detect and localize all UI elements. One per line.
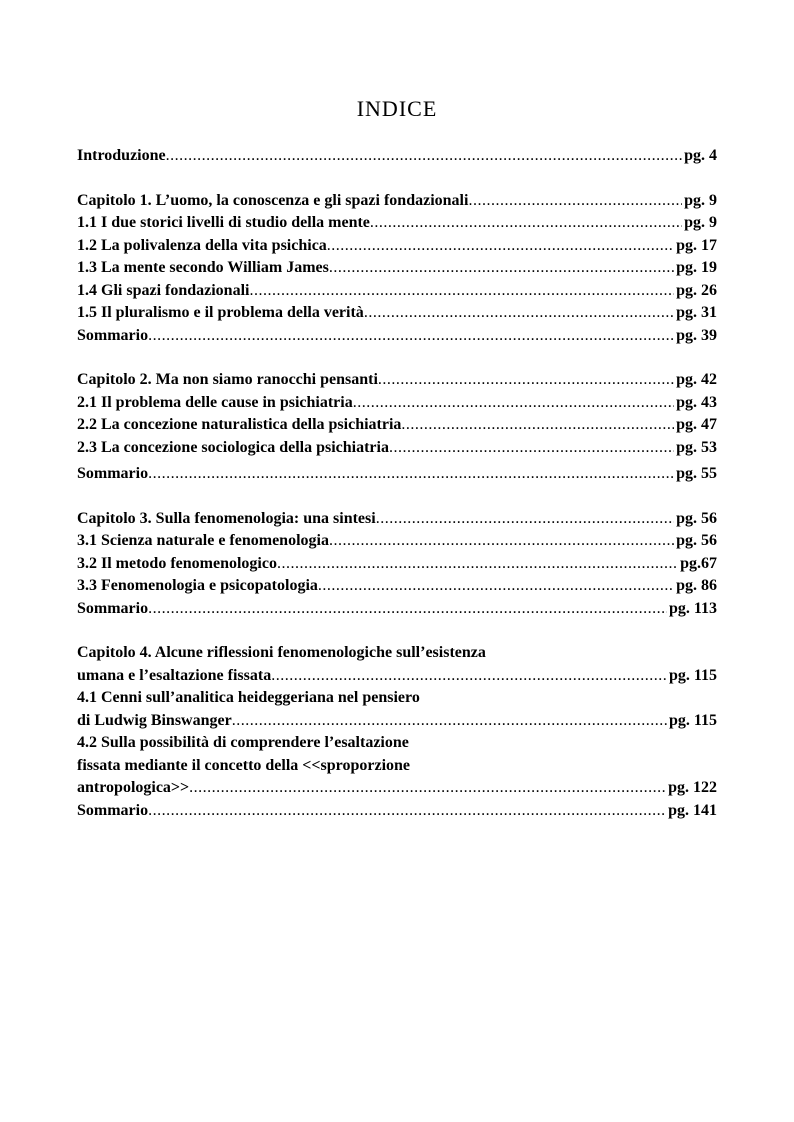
dot-leader — [353, 392, 674, 415]
dot-leader — [329, 530, 674, 553]
toc-entry-summary — [77, 598, 717, 621]
dot-leader — [318, 575, 674, 598]
toc-entry — [77, 212, 717, 235]
toc-entry-page: pg. 47 — [676, 416, 717, 433]
toc-entry — [77, 710, 717, 733]
toc-entry-page: pg. 56 — [676, 532, 717, 549]
toc-entry-label: Sommario — [77, 801, 149, 819]
dot-leader — [166, 145, 682, 168]
toc-entry — [77, 553, 717, 576]
toc-entry — [77, 257, 717, 280]
toc-entry — [77, 302, 717, 325]
toc-entry-page: pg. 55 — [676, 465, 717, 482]
toc-entry-page: pg. 43 — [676, 393, 717, 411]
toc-entry-label: antropologica>> — [77, 779, 190, 796]
toc-entry — [77, 414, 717, 437]
toc-entry-label: di Ludwig Binswanger — [77, 711, 232, 729]
dot-leader — [389, 437, 674, 460]
toc-entry-label: 3.3 Fenomenologia e psicopatologia — [77, 577, 318, 594]
toc-entry-label: Sommario — [77, 465, 149, 482]
toc-entry-page: pg. 9 — [684, 191, 717, 209]
dot-leader — [148, 325, 674, 348]
toc-entry-line: 4.1 Cenni sull’analitica heideggeriana nel pensiero — [77, 689, 420, 706]
toc-entry-summary — [77, 463, 717, 486]
toc-entry-line: 4.2 Sulla possibilità di comprendere l’esaltazione — [77, 734, 409, 751]
toc-entry-label: Capitolo 2. Ma non siamo ranocchi pensanti — [77, 371, 378, 388]
toc-entry-label: Capitolo 3. Sulla fenomenologia: una sintesi — [77, 509, 376, 527]
toc-entry-page: pg. 17 — [676, 236, 717, 254]
dot-leader — [376, 508, 674, 531]
dot-leader — [329, 257, 674, 280]
toc-entry-page: pg. 9 — [684, 214, 717, 231]
toc-entry-page: pg. 4 — [684, 147, 717, 164]
dot-leader — [189, 777, 666, 800]
toc-entry-page: pg. 86 — [676, 577, 717, 594]
toc-entry-label: 2.3 La concezione sociologica della psichiatria — [77, 438, 389, 456]
toc-entry-label: 1.5 Il pluralismo e il problema della verità — [77, 304, 364, 321]
toc-entry-page: pg. 26 — [676, 281, 717, 299]
toc-entry-label: Capitolo 1. L’uomo, la conoscenza e gli spazi fondazionali — [77, 191, 469, 209]
toc-entry-label: Introduzione — [77, 147, 166, 164]
toc-entry — [77, 235, 717, 258]
dot-leader — [271, 665, 667, 688]
toc-entry-page: pg.67 — [680, 554, 717, 572]
page-title: INDICE — [356, 96, 438, 121]
toc-entry-page: pg. 31 — [676, 304, 717, 321]
toc-entry-label: 1.4 Gli spazi fondazionali — [77, 281, 250, 299]
dot-leader — [232, 710, 667, 733]
toc-entry-label: 3.1 Scienza naturale e fenomenologia — [77, 532, 329, 549]
toc-entry-summary — [77, 325, 717, 348]
toc-entry-label: Sommario — [77, 599, 149, 617]
toc-chapter-heading-line: Capitolo 4. Alcune riflessioni fenomenologiche sull’esistenza — [77, 644, 486, 661]
dot-leader — [249, 280, 674, 303]
table-of-contents — [77, 145, 717, 822]
toc-entry-line: fissata mediante il concetto della <<sproporzione — [77, 756, 411, 774]
toc-entry-page: pg. 115 — [668, 711, 717, 729]
toc-entry — [77, 575, 717, 598]
toc-entry-label: 2.1 Il problema delle cause in psichiatria — [77, 393, 353, 411]
toc-entry — [77, 777, 717, 800]
toc-entry-label: umana e l’esaltazione fissata — [77, 666, 272, 684]
dot-leader — [148, 463, 674, 486]
dot-leader — [327, 235, 674, 258]
dot-leader — [148, 598, 667, 621]
toc-entry-page: pg. 39 — [676, 326, 717, 344]
dot-leader — [401, 414, 674, 437]
dot-leader — [370, 212, 682, 235]
toc-entry-page: pg. 53 — [676, 438, 717, 456]
toc-entry-page: pg. 115 — [668, 666, 717, 684]
toc-entry-label: 1.2 La polivalenza della vita psichica — [77, 236, 327, 254]
toc-entry — [77, 280, 717, 303]
toc-entry-label: Sommario — [77, 326, 149, 344]
toc-entry-page: pg. 19 — [676, 259, 717, 276]
dot-leader — [378, 369, 674, 392]
dot-leader — [364, 302, 674, 325]
toc-entry — [77, 392, 717, 415]
toc-entry-label: 2.2 La concezione naturalistica della psichiatria — [77, 416, 402, 433]
toc-chapter-heading — [77, 508, 717, 531]
toc-entry — [77, 437, 717, 460]
toc-entry-page: pg. 56 — [676, 509, 717, 527]
toc-chapter-heading — [77, 665, 717, 688]
toc-entry-page: pg. 42 — [676, 371, 717, 388]
toc-entry — [77, 530, 717, 553]
toc-entry-label: 1.1 I due storici livelli di studio della mente — [77, 214, 370, 231]
dot-leader — [148, 800, 666, 823]
toc-entry-page: pg. 122 — [668, 779, 717, 796]
toc-entry-summary — [77, 800, 717, 823]
toc-entry-page: pg. 113 — [668, 599, 717, 617]
toc-chapter-heading — [77, 369, 717, 392]
toc-entry-introduction — [77, 145, 717, 168]
dot-leader — [468, 190, 682, 213]
dot-leader — [277, 553, 678, 576]
toc-entry-label: 1.3 La mente secondo William James — [77, 259, 329, 276]
toc-entry-label: 3.2 Il metodo fenomenologico — [77, 554, 277, 572]
toc-entry-page: pg. 141 — [668, 801, 717, 819]
toc-chapter-heading — [77, 190, 717, 213]
